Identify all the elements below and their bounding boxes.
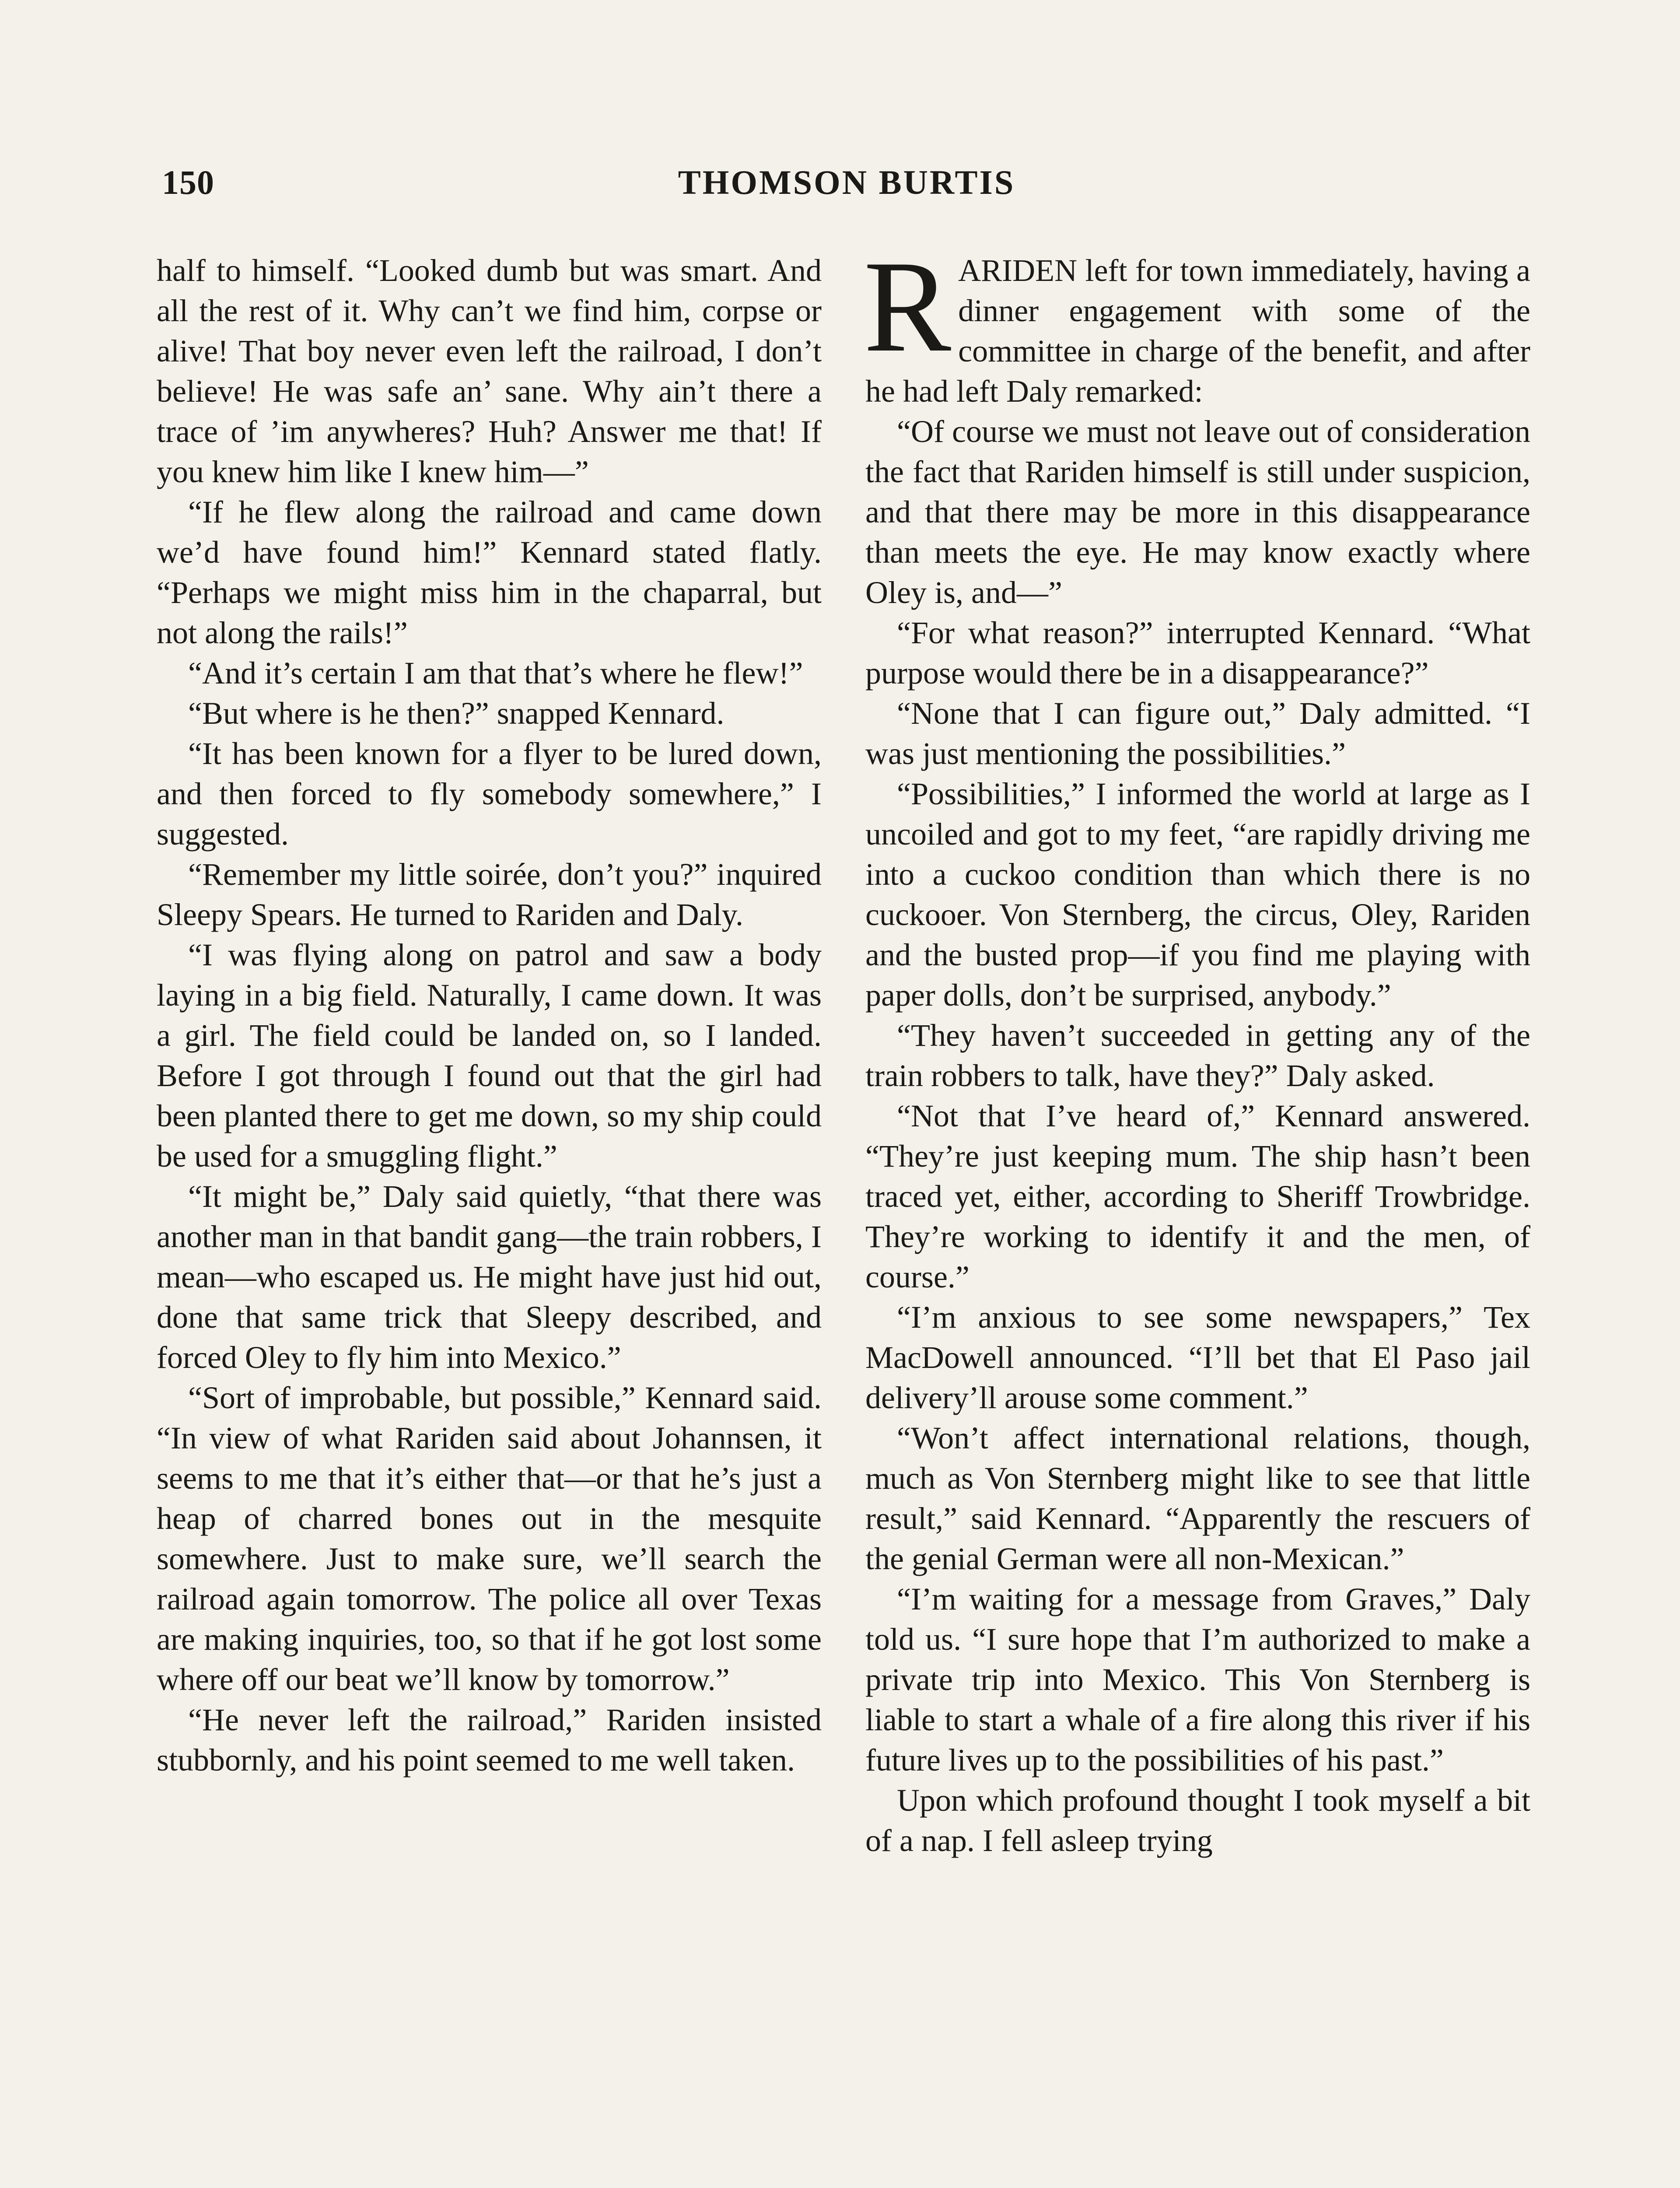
- paragraph: “It has been known for a flyer to be lured down, and then forced to fly somebody somewhere,” I suggested.: [157, 736, 822, 852]
- paragraph: “Possibilities,” I informed the world at large as I uncoiled and got to my feet, “are rapidly driving me into a cuckoo condition than which there is no cuckooer. Von Sternberg, the circus, Oley, Rariden and the busted prop—if you find me playing with paper dolls, don’t be surprised, anybody.”: [865, 776, 1530, 1013]
- paragraph: “If he flew along the railroad and came down we’d have found him!” Kennard stated flatly. “Perhaps we might miss him in the chaparral, but not along the rails!”: [157, 494, 822, 650]
- paragraph: “Sort of improbable, but possible,” Kennard said. “In view of what Rariden said about Johannsen, it seems to me that it’s either that—or that he’s just a heap of charred bones out in the mesquite somewhere. Just to make sure, we’ll search the railroad again tomorrow. The police all over Texas are making inquiries, too, so that if he got lost some where off our beat we’ll know by tomorrow.”: [157, 1380, 822, 1697]
- running-head: THOMSON BURTIS: [678, 163, 1015, 201]
- paragraph: Upon which profound thought I took myself a bit of a nap. I fell asleep trying: [865, 1783, 1530, 1858]
- paragraph: “It might be,” Daly said quietly, “that there was another man in that bandit gang—the train robbers, I mean—who escaped us. He might have just hid out, done that same trick that Sleepy described, and forced Oley to fly him into Mexico.”: [157, 1179, 822, 1375]
- paragraph: “For what reason?” interrupted Kennard. “What purpose would there be in a disappearance?”: [865, 615, 1530, 691]
- paragraph: “And it’s certain I am that that’s where he flew!”: [188, 656, 803, 691]
- paragraph: “I was flying along on patrol and saw a body laying in a big field. Naturally, I came down. It was a girl. The field could be landed on, so I landed. Before I got through I found out that the girl had been planted there to get me down, so my ship could be used for a smuggling flight.”: [157, 937, 822, 1174]
- opening-paragraph: [864, 234, 1530, 411]
- page-number: 150: [162, 163, 214, 201]
- paragraph: half to himself. “Looked dumb but was smart. And all the rest of it. Why can’t we find him, corpse or alive! That boy never even left the railroad, I don’t believe! He was safe an’ sane. Why ain’t there a trace of ’im anywheres? Huh? Answer me that! If you knew him like I knew him—”: [157, 253, 822, 489]
- paragraph: “Won’t affect international relations, though, much as Von Sternberg might like to see that little result,” said Kennard. “Apparently the rescuers of the genial German were all non-Mexican.”: [865, 1420, 1530, 1576]
- paragraph: “But where is he then?” snapped Kennard.: [188, 696, 724, 731]
- paragraph: “I’m anxious to see some newspapers,” Tex MacDowell announced. “I’ll bet that El Paso jail delivery’ll arouse some comment.”: [865, 1300, 1530, 1415]
- opening-paragraph-text: ARIDEN left for town immediately, having a dinner engagement with some of the committee in charge of the benefit, and after he had left Daly remarked:: [865, 253, 1530, 409]
- paragraph: “He never left the railroad,” Rariden insisted stubbornly, and his point seemed to me well taken.: [157, 1702, 822, 1778]
- paragraph: “Remember my little soirée, don’t you?” inquired Sleepy Spears. He turned to Rariden and Daly.: [157, 857, 822, 932]
- right-column: [864, 234, 1530, 1861]
- paragraph: “Of course we must not leave out of consideration the fact that Rariden himself is still under suspicion, and that there may be more in this disappearance than meets the eye. He may know exactly where Oley is, and—”: [865, 414, 1530, 610]
- page-header: [162, 163, 1531, 215]
- left-column: [157, 250, 822, 1780]
- paragraph: “They haven’t succeeded in getting any of the train robbers to talk, have they?” Daly asked.: [865, 1018, 1530, 1093]
- drop-cap: R: [864, 234, 952, 379]
- paragraph: “Not that I’ve heard of,” Kennard answered. “They’re just keeping mum. The ship hasn’t been traced yet, either, according to Sheriff Trowbridge. They’re working to identify it and the men, of course.”: [865, 1098, 1530, 1294]
- paragraph: “I’m waiting for a message from Graves,” Daly told us. “I sure hope that I’m authorized to make a private trip into Mexico. This Von Sternberg is liable to start a whale of a fire along this river if his future lives up to the possibilities of his past.”: [865, 1581, 1530, 1778]
- paragraph: “None that I can figure out,” Daly admitted. “I was just mentioning the possibilities.”: [865, 696, 1530, 771]
